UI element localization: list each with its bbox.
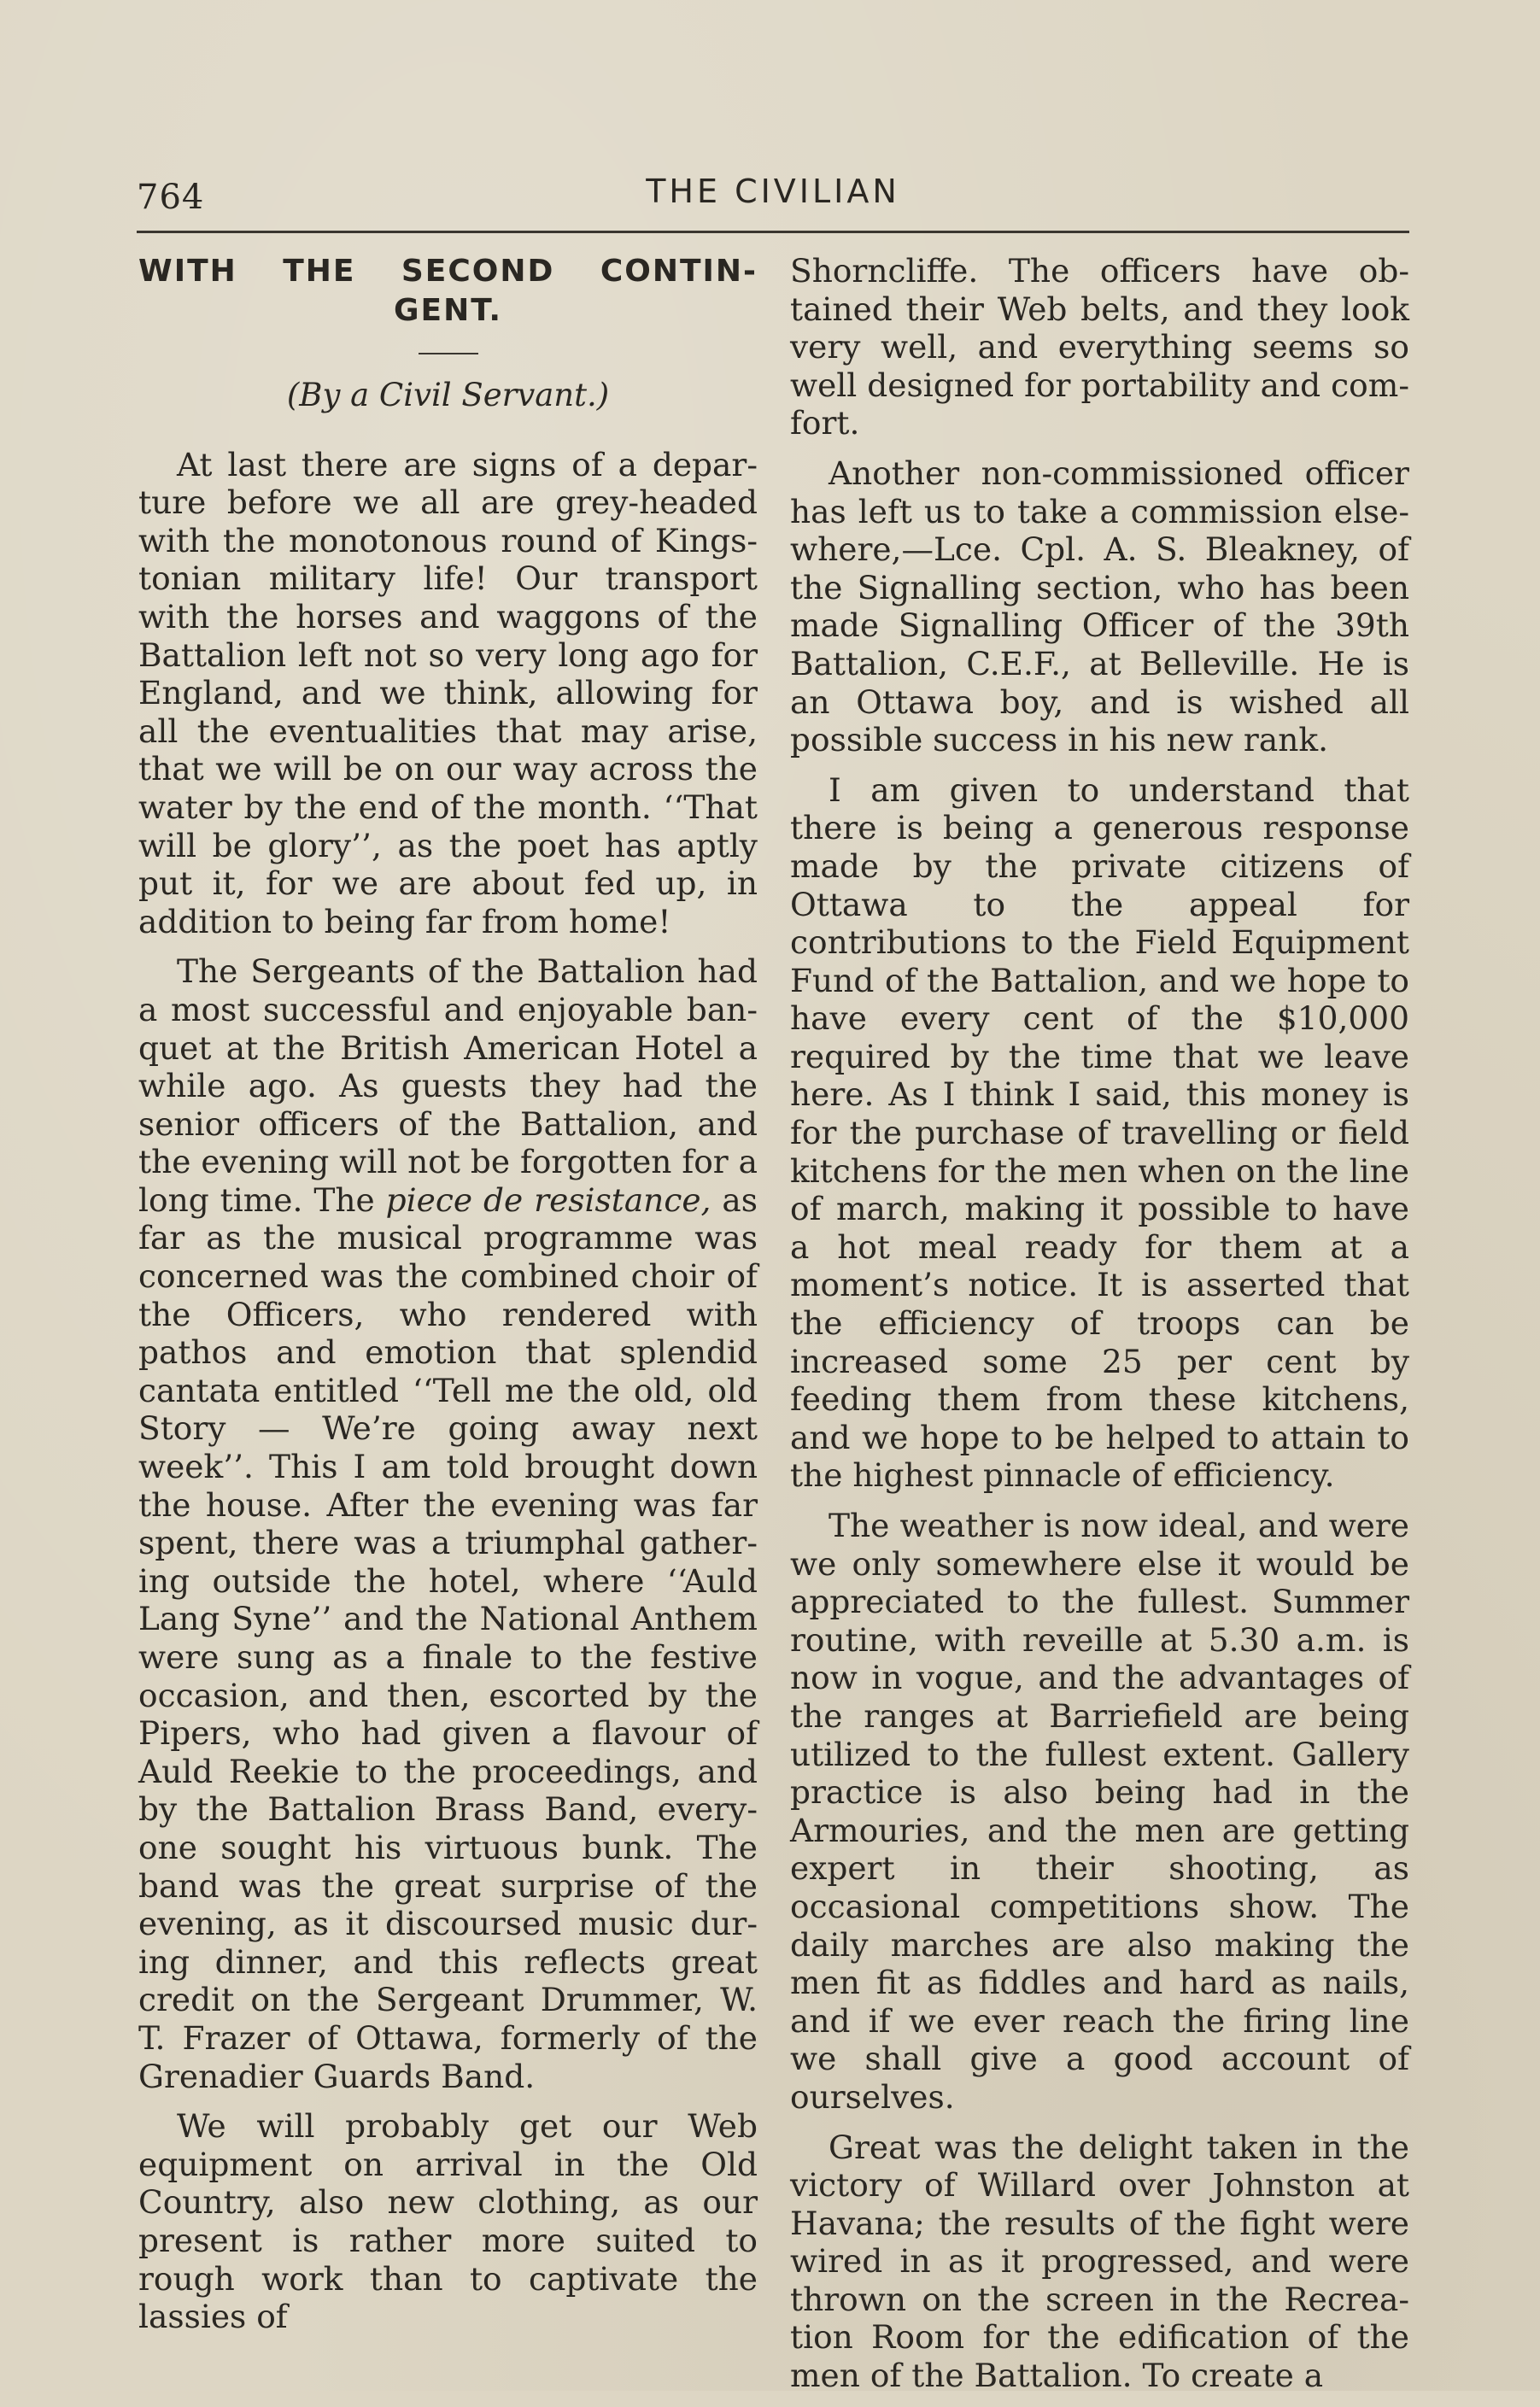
paragraph: Great was the delight taken in the victory of Willard over Johnston at Havana; the results of the fight were wired in as it progressed, and were thrown on the screen in the Recreation Room for the edification of the men of the Battalion. To create a [790,2128,1409,2395]
right-column [790,252,1409,2407]
paragraph: I am given to understand that there is being a generous response made by the private citizens of Ottawa to the appeal for contributions to the Field Equipment Fund of the Battalion, and we hope to have every cent of the $10,000 required by the time that we leave here. As I think I said, this money is for the purchase of travelling or field kitchens for the men when on the line of march, making it possible to have a hot meal ready for them at a moment’s notice. It is asserted that the efficiency of troops can be increased some 25 per cent by feeding them from these kitchens, and we hope to be helped to attain to the highest pinnacle of efficiency. [790,770,1409,1495]
paragraph-continued: Shorncliffe. The officers have obtained their Web belts, and they look very well, and everything seems so well designed for portability and comfort. [790,252,1409,442]
paragraph: At last there are signs of a departure before we all are grey-headed with the monotonous round of Kingstonian military life! Our transport with the horses and waggons of the Battalion left not so very long ago for England, and we think, allowing for all the eventualities that may arise, that we will be on our way across the water by the end of the month. ‘‘That will be glory’’, as the poet has aptly put it, for we are about fed up, in addition to being far from home! [138,445,758,940]
page-number: 764 [137,178,205,217]
paragraph-text: The Sergeants of the Battalion had a most successful and enjoyable banquet at the British American Hotel a while ago. As guests they had the senior officers of the Battalion, and the evening will not be forgotten for a long time. The [138,952,758,1219]
title-word: CONTIN- [600,254,758,289]
running-title: THE CIVILIAN [646,173,900,210]
byline: (By a Civil Servant.) [286,377,610,413]
paragraph-text: as far as the musical programme was concerned was the combined choir of the Officers, who rendered with pathos and emotion that splendid cantata entitled ‘‘Tell me the old, old Story — We’re going away next week’’. This I am told brought down the house. After the evening was far spent, there was a triumphal gathering outside the hotel, where ‘‘Auld Lang Syne’’ and the National Anthem were sung as a finale to the festive occasion, and then, escorted by the Pipers, who had given a flavour of Auld Reekie to the proceedings, and by the Battalion Brass Band, everyone sought his virtuous bunk. The band was the great surprise of the evening, as it discoursed music during dinner, and this reflects great credit on the Sergeant Drummer, W. T. Frazer of Ottawa, formerly of the Grenadier Guards Band. [138,1180,758,2095]
article-title-line-1 [138,252,758,291]
article-title-line-2: GENT. [393,293,503,328]
paragraph: The weather is now ideal, and were we only somewhere else it would be appreciated to the fullest. Summer routine, with reveille at 5.30 a.m. is now in vogue, and the advantages of the ranges at Barriefield are being utilized to the fullest extent. Gallery practice is also being had in the Armouries, and the men are getting expert in their shooting, as occasional competitions show. The daily marches are also making the men fit as fiddles and hard as nails, and if we ever reach the firing line we shall give a good account of ourselves. [790,1507,1409,2116]
italic-phrase: piece de resistance, [385,1180,711,1219]
title-rule [419,353,478,354]
title-word: THE [283,254,356,289]
title-word: WITH [138,254,237,289]
header-rule [137,231,1409,233]
article-title [138,252,758,331]
paragraph [138,952,758,2095]
page-header [137,162,1409,217]
paragraph: We will probably get our Web equipment on arrival in the Old Country, also new clothing, as our present is rather more suited to rough work than to captivate the lassies of [138,2107,758,2336]
title-word: SECOND [401,254,555,289]
paragraph: Another non-commissioned officer has left us to take a commission elsewhere,—Lce. Cpl. A. S. Bleakney, of the Signalling section, who has been made Signalling Officer of the 39th Battalion, C.E.F., at Belleville. He is an Ottawa boy, and is wished all possible success in his new rank. [790,454,1409,759]
left-column [138,252,758,2348]
